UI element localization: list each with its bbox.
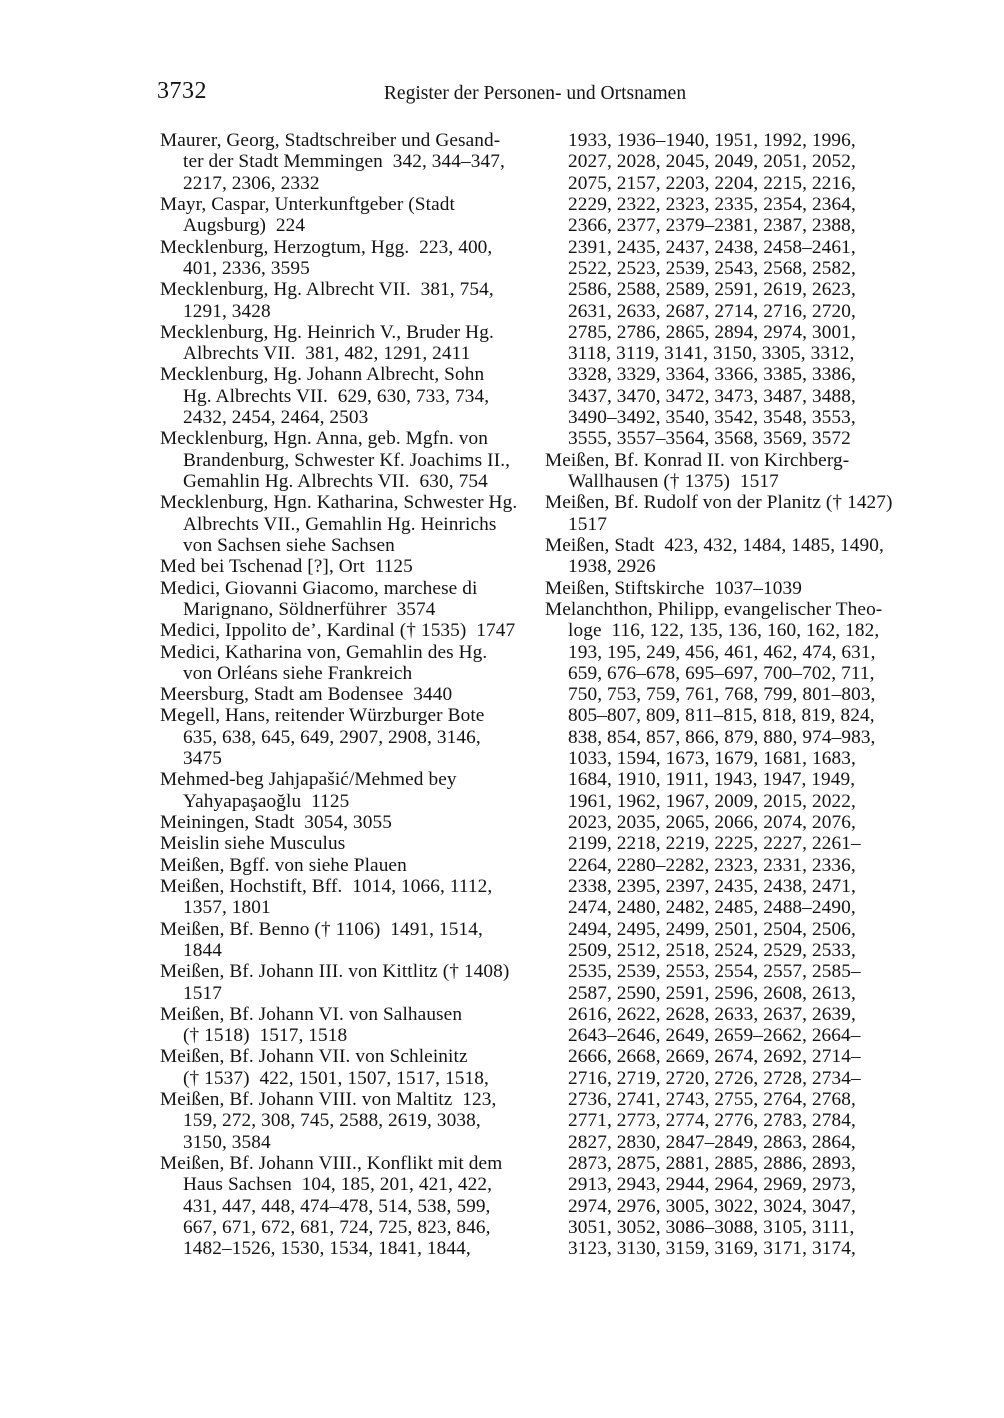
index-line: Mecklenburg, Herzogtum, Hgg. 223, 400, bbox=[160, 236, 493, 258]
index-line: 2338, 2395, 2397, 2435, 2438, 2471, bbox=[568, 875, 856, 897]
index-line: 3437, 3470, 3472, 3473, 3487, 3488, bbox=[568, 385, 856, 407]
index-line: Hg. Albrechts VII. 629, 630, 733, 734, bbox=[183, 385, 490, 407]
index-line: ter der Stadt Memmingen 342, 344–347, bbox=[183, 151, 505, 173]
index-line: von Orléans siehe Frankreich bbox=[183, 662, 413, 684]
index-line: 3490–3492, 3540, 3542, 3548, 3553, bbox=[568, 407, 856, 429]
index-line: 193, 195, 249, 456, 461, 462, 474, 631, bbox=[568, 641, 876, 663]
index-line: 2873, 2875, 2881, 2885, 2886, 2893, bbox=[568, 1153, 856, 1174]
index-line: 2827, 2830, 2847–2849, 2863, 2864, bbox=[568, 1131, 856, 1153]
index-line: 431, 447, 448, 474–478, 514, 538, 599, bbox=[183, 1195, 491, 1217]
running-head: Register der Personen- und Ortsnamen bbox=[383, 83, 687, 104]
index-line: 2264, 2280–2282, 2323, 2331, 2336, bbox=[568, 854, 856, 876]
index-line: 2913, 2943, 2944, 2964, 2969, 2973, bbox=[568, 1174, 856, 1196]
index-line: 1517 bbox=[183, 982, 222, 1004]
index-line: Meislin siehe Musculus bbox=[160, 833, 346, 855]
index-line: 1033, 1594, 1673, 1679, 1681, 1683, bbox=[568, 748, 856, 770]
index-line: Meersburg, Stadt am Bodensee 3440 bbox=[160, 684, 453, 706]
index-line: 2075, 2157, 2203, 2204, 2215, 2216, bbox=[568, 172, 856, 194]
index-line: Meißen, Bf. Johann VI. von Salhausen bbox=[160, 1003, 463, 1025]
index-line: († 1518) 1517, 1518 bbox=[183, 1025, 348, 1047]
index-line: Medici, Katharina von, Gemahlin des Hg. bbox=[160, 641, 488, 663]
index-line: 2616, 2622, 2628, 2633, 2637, 2639, bbox=[568, 1003, 856, 1025]
index-line: Meiningen, Stadt 3054, 3055 bbox=[160, 812, 393, 833]
index-line: Haus Sachsen 104, 185, 201, 421, 422, bbox=[183, 1174, 493, 1196]
index-line: 2716, 2719, 2720, 2726, 2728, 2734– bbox=[568, 1067, 861, 1089]
index-line: 1938, 2926 bbox=[568, 556, 656, 578]
index-line: 1291, 3428 bbox=[183, 300, 271, 322]
index-line: 838, 854, 857, 866, 879, 880, 974–983, bbox=[568, 726, 876, 748]
index-line: 1684, 1910, 1911, 1943, 1947, 1949, bbox=[568, 769, 856, 791]
index-line: 3150, 3584 bbox=[183, 1131, 271, 1153]
index-line: 750, 753, 759, 761, 768, 799, 801–803, bbox=[568, 684, 876, 706]
index-line: 2771, 2773, 2774, 2776, 2783, 2784, bbox=[568, 1110, 856, 1132]
index-line: Mecklenburg, Hg. Johann Albrecht, Sohn bbox=[160, 364, 485, 386]
index-line: 3475 bbox=[183, 748, 222, 770]
index-line: Gemahlin Hg. Albrechts VII. 630, 754 bbox=[183, 471, 488, 492]
index-line: Meißen, Hochstift, Bff. 1014, 1066, 1112, bbox=[160, 875, 493, 897]
index-line: 2391, 2435, 2437, 2438, 2458–2461, bbox=[568, 236, 856, 258]
index-line: 3328, 3329, 3364, 3366, 3385, 3386, bbox=[568, 364, 856, 386]
index-line: 1961, 1962, 1967, 2009, 2015, 2022, bbox=[568, 790, 856, 812]
index-line: 2509, 2512, 2518, 2524, 2529, 2533, bbox=[568, 939, 856, 961]
index-line: Marignano, Söldnerführer 3574 bbox=[183, 598, 436, 620]
column-left bbox=[160, 130, 538, 1260]
index-line: 1357, 1801 bbox=[183, 897, 271, 919]
index-line: Meißen, Bf. Konrad II. von Kirchberg- bbox=[545, 449, 850, 471]
index-line: Med bei Tschenad [?], Ort 1125 bbox=[160, 556, 413, 578]
index-line: Mecklenburg, Hg. Heinrich V., Bruder Hg. bbox=[160, 321, 494, 343]
index-line: 2522, 2523, 2539, 2543, 2568, 2582, bbox=[568, 257, 856, 279]
index-line: Meißen, Bf. Rudolf von der Planitz († 1427) bbox=[545, 492, 893, 514]
index-line: 2974, 2976, 3005, 3022, 3024, 3047, bbox=[568, 1195, 856, 1217]
index-line: Albrechts VII. 381, 482, 1291, 2411 bbox=[183, 343, 471, 365]
index-line: Medici, Ippolito de’, Kardinal († 1535) 1747 bbox=[160, 620, 516, 642]
index-line: 2643–2646, 2649, 2659–2662, 2664– bbox=[568, 1025, 861, 1047]
index-line: loge 116, 122, 135, 136, 160, 162, 182, bbox=[568, 620, 880, 642]
index-line: Mecklenburg, Hgn. Anna, geb. Mgfn. von bbox=[160, 428, 488, 450]
index-line: Wallhausen († 1375) 1517 bbox=[568, 471, 779, 492]
index-line: 401, 2336, 3595 bbox=[183, 257, 310, 279]
index-line: 3118, 3119, 3141, 3150, 3305, 3312, bbox=[568, 343, 855, 365]
index-line: Medici, Giovanni Giacomo, marchese di bbox=[160, 577, 478, 599]
page-number: 3732 bbox=[157, 78, 207, 104]
index-line: Brandenburg, Schwester Kf. Joachims II., bbox=[183, 449, 511, 471]
index-line: Meißen, Stadt 423, 432, 1484, 1485, 1490, bbox=[545, 534, 884, 556]
index-line: Albrechts VII., Gemahlin Hg. Heinrichs bbox=[183, 513, 497, 535]
index-line: 2631, 2633, 2687, 2714, 2716, 2720, bbox=[568, 300, 856, 322]
index-line: Megell, Hans, reitender Würzburger Bote bbox=[160, 705, 485, 727]
index-line: 2229, 2322, 2323, 2335, 2354, 2364, bbox=[568, 193, 856, 215]
index-line: 2736, 2741, 2743, 2755, 2764, 2768, bbox=[568, 1089, 856, 1111]
index-line: 1844 bbox=[183, 939, 222, 961]
index-line: 2366, 2377, 2379–2381, 2387, 2388, bbox=[568, 215, 856, 237]
index-line: 2432, 2454, 2464, 2503 bbox=[183, 407, 369, 429]
index-line: 2587, 2590, 2591, 2596, 2608, 2613, bbox=[568, 982, 856, 1004]
index-line: Meißen, Bf. Johann VIII. von Maltitz 123, bbox=[160, 1089, 497, 1111]
index-line: 159, 272, 308, 745, 2588, 2619, 3038, bbox=[183, 1110, 481, 1132]
index-line: 2535, 2539, 2553, 2554, 2557, 2585– bbox=[568, 961, 861, 983]
index-line: 1517 bbox=[568, 513, 607, 535]
index-line: 3051, 3052, 3086–3088, 3105, 3111, bbox=[568, 1216, 855, 1238]
index-line: 2666, 2668, 2669, 2674, 2692, 2714– bbox=[568, 1046, 861, 1068]
index-line: 2217, 2306, 2332 bbox=[183, 172, 320, 194]
index-line: Mehmed-beg Jahjapašić/Mehmed bey bbox=[160, 769, 457, 791]
index-line: Meißen, Bgff. von siehe Plauen bbox=[160, 854, 407, 876]
index-line: Mecklenburg, Hg. Albrecht VII. 381, 754, bbox=[160, 279, 494, 301]
index-line: 2586, 2588, 2589, 2591, 2619, 2623, bbox=[568, 279, 856, 301]
index-line: Meißen, Bf. Benno († 1106) 1491, 1514, bbox=[160, 918, 483, 940]
column-right bbox=[545, 130, 925, 1260]
index-line: Meißen, Bf. Johann VII. von Schleinitz bbox=[160, 1046, 468, 1068]
index-line: 1482–1526, 1530, 1534, 1841, 1844, bbox=[183, 1238, 471, 1260]
index-line: 667, 671, 672, 681, 724, 725, 823, 846, bbox=[183, 1216, 491, 1238]
index-line: 2474, 2480, 2482, 2485, 2488–2490, bbox=[568, 897, 856, 919]
index-line: Meißen, Bf. Johann VIII., Konflikt mit dem bbox=[160, 1153, 503, 1174]
index-line: 635, 638, 645, 649, 2907, 2908, 3146, bbox=[183, 726, 481, 748]
index-line: von Sachsen siehe Sachsen bbox=[183, 534, 395, 556]
index-line: 659, 676–678, 695–697, 700–702, 711, bbox=[568, 662, 875, 684]
index-line: 2494, 2495, 2499, 2501, 2504, 2506, bbox=[568, 918, 856, 940]
index-line: Augsburg) 224 bbox=[183, 215, 306, 237]
index-line: 3123, 3130, 3159, 3169, 3171, 3174, bbox=[568, 1238, 856, 1260]
index-line: 2199, 2218, 2219, 2225, 2227, 2261– bbox=[568, 833, 861, 855]
index-line: 3555, 3557–3564, 3568, 3569, 3572 bbox=[568, 428, 851, 450]
index-line: Mecklenburg, Hgn. Katharina, Schwester Hg. bbox=[160, 492, 518, 514]
index-line: Mayr, Caspar, Unterkunftgeber (Stadt bbox=[160, 193, 455, 215]
index-line: († 1537) 422, 1501, 1507, 1517, 1518, bbox=[183, 1067, 489, 1089]
index-line: 1933, 1936–1940, 1951, 1992, 1996, bbox=[568, 130, 856, 151]
index-line: 2785, 2786, 2865, 2894, 2974, 3001, bbox=[568, 321, 856, 343]
index-line: 805–807, 809, 811–815, 818, 819, 824, bbox=[568, 705, 875, 727]
index-line: 2027, 2028, 2045, 2049, 2051, 2052, bbox=[568, 151, 856, 173]
index-line: Yahyapaşaoğlu 1125 bbox=[183, 790, 350, 812]
index-line: Maurer, Georg, Stadtschreiber und Gesand- bbox=[160, 130, 501, 151]
index-line: Melanchthon, Philipp, evangelischer Theo- bbox=[545, 598, 883, 620]
index-line: 2023, 2035, 2065, 2066, 2074, 2076, bbox=[568, 812, 856, 833]
index-line: Meißen, Bf. Johann III. von Kittlitz († 1408) bbox=[160, 961, 510, 983]
index-line: Meißen, Stiftskirche 1037–1039 bbox=[545, 577, 802, 599]
